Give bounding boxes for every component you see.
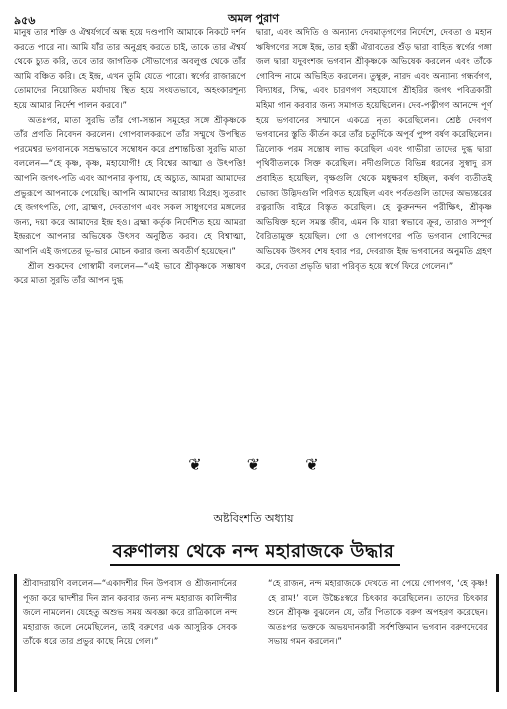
title-underline [110, 564, 400, 566]
paragraph: শ্রীল শুকদেব গোস্বামী বললেন—“এই ভাবে শ্রীকৃষ্ণকে সম্ভাষণ করে মাতা সুরভি তাঁর আপন দুগ্ধ [14, 261, 246, 287]
flourish-icon: ❦ [188, 455, 202, 474]
flourish-icon: ❦ [305, 455, 319, 474]
chapter-title: বরুণালয় থেকে নন্দ মহারাজকে উদ্ধার [112, 541, 395, 562]
summary-text: “হে রাজন, নন্দ মহারাজকে দেখতে না পেয়ে গোপগণ, ‘হে কৃষ্ণ! হে রাম!’ বলে উচ্চৈঃস্বরে চিৎকার করেছিলেন। তাদের চিৎকার শুনে শ্রীকৃষ্ণ বুঝলেন যে, তাঁর পিতাকে বরুণ অপহরণ করেছেন। অতঃপর ভক্তকে অভয়দানকারী সর্বশক্তিমান ভগবান বরুণদেবের সভায় গমন করলেন।” [268, 579, 488, 648]
right-column [256, 26, 492, 274]
paragraph: অতঃপর, মাতা সুরভি তাঁর গো-সন্তান সমূহের সঙ্গে শ্রীকৃষ্ণকে তাঁর প্রণতি নিবেদন করলেন। গোপবালকরূপে তাঁর সম্মুখে উপস্থিত পরমেশ্বর ভগবানকে সম্রদ্ধভাবে সম্বোধন করে প্রশান্তচিত্তা সুরভি মাতা বললেন—“হে কৃষ্ণ, কৃষ্ণ, মহাযোগী! হে বিশ্বের আত্মা ও উৎপত্তি! আপনি জগৎ-পতি এবং আপনার কৃপায়, হে অচ্যুত, আমরা আমাদের প্রভুরূপে আপনাকে পেয়েছি। আপনি আমাদের আরাধ্য বিগ্রহ। সুতরাং হে জগৎপতি, গো, ব্রাহ্মণ, দেবতাগণ এবং সকল সাধুগণের মঙ্গলের জন্য, দয়া করে আমাদের ইন্দ্র হও। ব্রহ্মা কর্তৃক নির্দেশিত হয়ে আমরা ইন্দ্ররূপে আপনার অভিষেক উৎসব অনুষ্ঠিত করব। হে বিশ্বাত্মা, আপনি এই জগতের ভূ-ভার মোচন করার জন্য অবতীর্ণ হয়েছেন।” [14, 115, 246, 257]
flourish-icon: ❦ [246, 455, 261, 474]
paragraph: মানুষ তার শক্তি ও ঐশ্বর্যগর্বে অন্ধ হয়ে দণ্ডপাণি আমাকে নিকটে দর্শন করতে পারে না। আমি যাঁর তার অনুগ্রহ করতে চাই, তাকে তার ঐশ্বর্য থেকে চ্যুত করি, তবে তার জাগতিক সৌভাগ্যের অবলুপ্ত থেকে তাঁর আমি বঞ্চিত করি। হে ইন্দ্র, এখন তুমি যেতে পারো। স্বর্গের রাজারূপে তোমাদের নিয়োজিত মর্যাদায় স্থিত হয়ে সংযতভাবে, অহংকারশূন্য হয়ে আমার নির্দেশ পালন করবে।” [14, 28, 246, 111]
page-number: ৯৫৬ [14, 14, 36, 27]
summary-box-right [262, 574, 499, 692]
paragraph: দ্বারা, এবং অদিতি ও অন্যান্য দেবমাতৃগণের নির্দেশে, দেবতা ও মহান ঋষিগণের সঙ্গে ইন্দ্র, তার হস্তী ঐরাবতের শুঁড় দ্বারা বাহিত স্বর্গের গঙ্গা জল দ্বারা যদুবংশজ ভগবান শ্রীকৃষ্ণকে অভিষেক করলেন এবং তাঁকে গোবিন্দ নামে অভিহিত করলেন। তুম্বুরু, নারদ এবং অন্যান্য গন্ধর্বগণ, বিদ্যাধর, সিদ্ধ, এবং চারণগণ সহযোগে শ্রীহরির জগৎ পবিত্রকারী মহিমা গান করবার জন্য সমাগত হয়েছিলেন। দেব-পত্নীগণ আনন্দে পূর্ণ হয়ে ভগবানের সম্মানে একত্রে নৃত্য করেছিলেন। শ্রেষ্ঠ দেবগণ ভগবানের স্তুতি কীর্তন করে তাঁর চতুর্দিকে অপূর্ব পুষ্প বর্ষণ করেছিলেন। ত্রিলোক পরম সন্তোষ লাভ করেছিল এবং গাভীরা তাদের দুগ্ধ দ্বারা পৃথিবীতলকে সিক্ত করেছিল। নদীগুলিতে বিভিন্ন ধরনের সুস্বাদু রস প্রবাহিত হয়েছিল, বৃক্ষগুলি থেকে মধুক্ষরণ হচ্ছিল, কর্ষণ ব্যতীতই ভোজ্য উদ্ভিদগুলি পরিণত হয়েছিল এবং পর্বতগুলি তাদের অভ্যন্তরের রত্নরাজি বাইরে বিস্তৃত করেছিল। হে কুরুনন্দন পরীক্ষিৎ, শ্রীকৃষ্ণ অভিষিক্ত হলে সমস্ত জীব, এমন কি যারা স্বভাবে ক্রূর, তারাও সম্পূর্ণ বৈরিতামুক্ত হয়েছিল। গো ও গোপগণের পতি ভগবান গোবিন্দের অভিষেক উৎসব শেষ হবার পর, দেবরাজ ইন্দ্র ভগবানের অনুমতি গ্রহণ করে, দেবতা প্রভৃতি দ্বারা পরিবৃত হয়ে স্বর্গে ফিরে গেলেন।” [256, 28, 492, 272]
chapter-number: অষ্টবিংশতি অধ্যায় [213, 512, 294, 525]
left-column [14, 26, 246, 289]
section-divider-ornaments [0, 455, 507, 474]
summary-text: শ্রীবাদরায়ণি বললেন—“একাদশীর দিন উপবাস ও শ্রীজনার্দনের পূজা করে দ্বাদশীর দিন স্নান করবার জন্য নন্দ মহারাজ কালিন্দীর জলে নামলেন। যেহেতু অশুভ সময় অবজ্ঞা করে রাত্রিকালে নন্দ মহারাজ জলে নেমেছিলেন, তাই বরুণের এক আসুরিক সেবক তাঁকে ধরে তার প্রভুর কাছে নিয়ে গেল।” [23, 579, 237, 648]
running-header: অমল পুরাণ [227, 12, 280, 25]
summary-box-left [14, 574, 241, 692]
